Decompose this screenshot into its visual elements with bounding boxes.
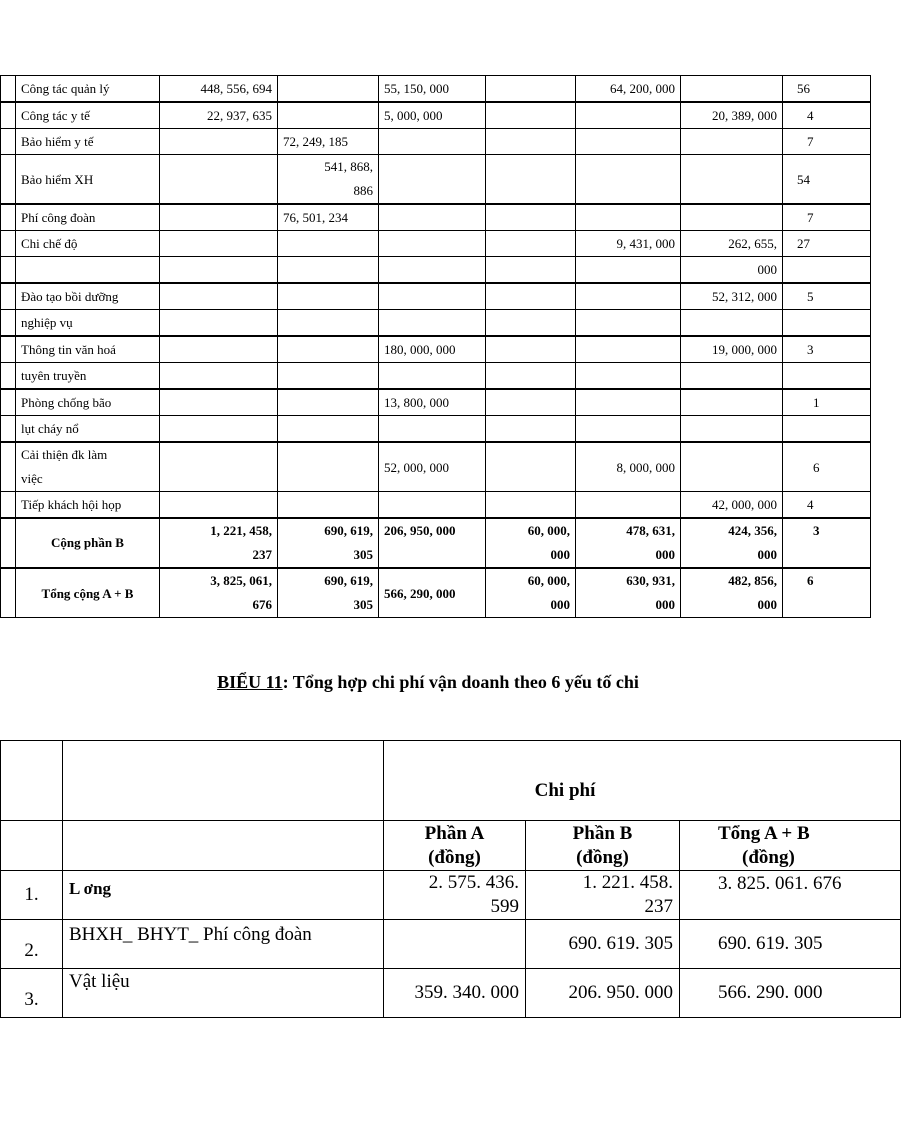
- table-row: Phí công đoàn 76, 501, 234 7: [1, 204, 871, 231]
- title-prefix: BIỂU 11: [217, 672, 283, 692]
- table-row: 1. L ơng 2. 575. 436. 599 1. 221. 458. 237 3. 825. 061. 676: [1, 871, 901, 920]
- table-row: Bảo hiểm XH 541, 868, 886 54: [1, 155, 871, 205]
- table-row: Cải thiện đk làm việc 52, 000, 000 8, 000, 000 6: [1, 442, 871, 492]
- total-row: Tổng cộng A + B 3, 825, 061, 676 690, 619, 305 566, 290, 000 60, 000, 000 630, 931, 000 482, 856, 000 6: [1, 568, 871, 618]
- subtotal-row: Cộng phần B 1, 221, 458, 237 690, 619, 305 206, 950, 000 60, 000, 000 478, 631, 000 424, 356, 000 3: [1, 518, 871, 568]
- table-row: Công tác quản lý 448, 556, 694 55, 150, 000 64, 200, 000 56: [1, 76, 871, 103]
- table-row: Tiếp khách hội họp 42, 000, 000 4: [1, 492, 871, 519]
- col-header-phan-a: Phần A (đồng): [384, 821, 526, 871]
- table-row: 000: [1, 257, 871, 284]
- table-row: tuyên truyền: [1, 363, 871, 390]
- table-row: Công tác y tế 22, 937, 635 5, 000, 000 20, 389, 000 4: [1, 102, 871, 129]
- table-row: Thông tin văn hoá 180, 000, 000 19, 000, 000 3: [1, 336, 871, 363]
- table-row: Bảo hiểm y tế 72, 249, 185 7: [1, 129, 871, 155]
- section-title: [0, 672, 856, 693]
- table-row: Chi chế độ 9, 431, 000 262, 655, 27: [1, 231, 871, 257]
- table-row: lụt cháy nổ: [1, 416, 871, 443]
- cost-table-continuation: [0, 75, 871, 618]
- table-row: 3. Vật liệu 359. 340. 000 206. 950. 000 566. 290. 000: [1, 969, 901, 1018]
- table-row: nghiệp vụ: [1, 310, 871, 337]
- title-text: : Tổng hợp chi phí vận doanh theo 6 yếu tố chi: [282, 672, 639, 692]
- table-row: 2. BHXH_ BHYT_ Phí công đoàn 690. 619. 305 690. 619. 305: [1, 920, 901, 969]
- header-group-row: [1, 741, 901, 821]
- header-chi-phi: Chi phí: [384, 741, 901, 821]
- table-row: Phòng chống bão 13, 800, 000 1: [1, 389, 871, 416]
- table-row: Đào tạo bồi dưỡng 52, 312, 000 5: [1, 283, 871, 310]
- cost-elements-table: [0, 740, 901, 1018]
- col-header-total: Tổng A + B (đồng): [680, 821, 901, 871]
- row-label: Công tác quản lý: [16, 76, 160, 103]
- header-row: [1, 821, 901, 871]
- col-header-phan-b: Phần B (đồng): [526, 821, 680, 871]
